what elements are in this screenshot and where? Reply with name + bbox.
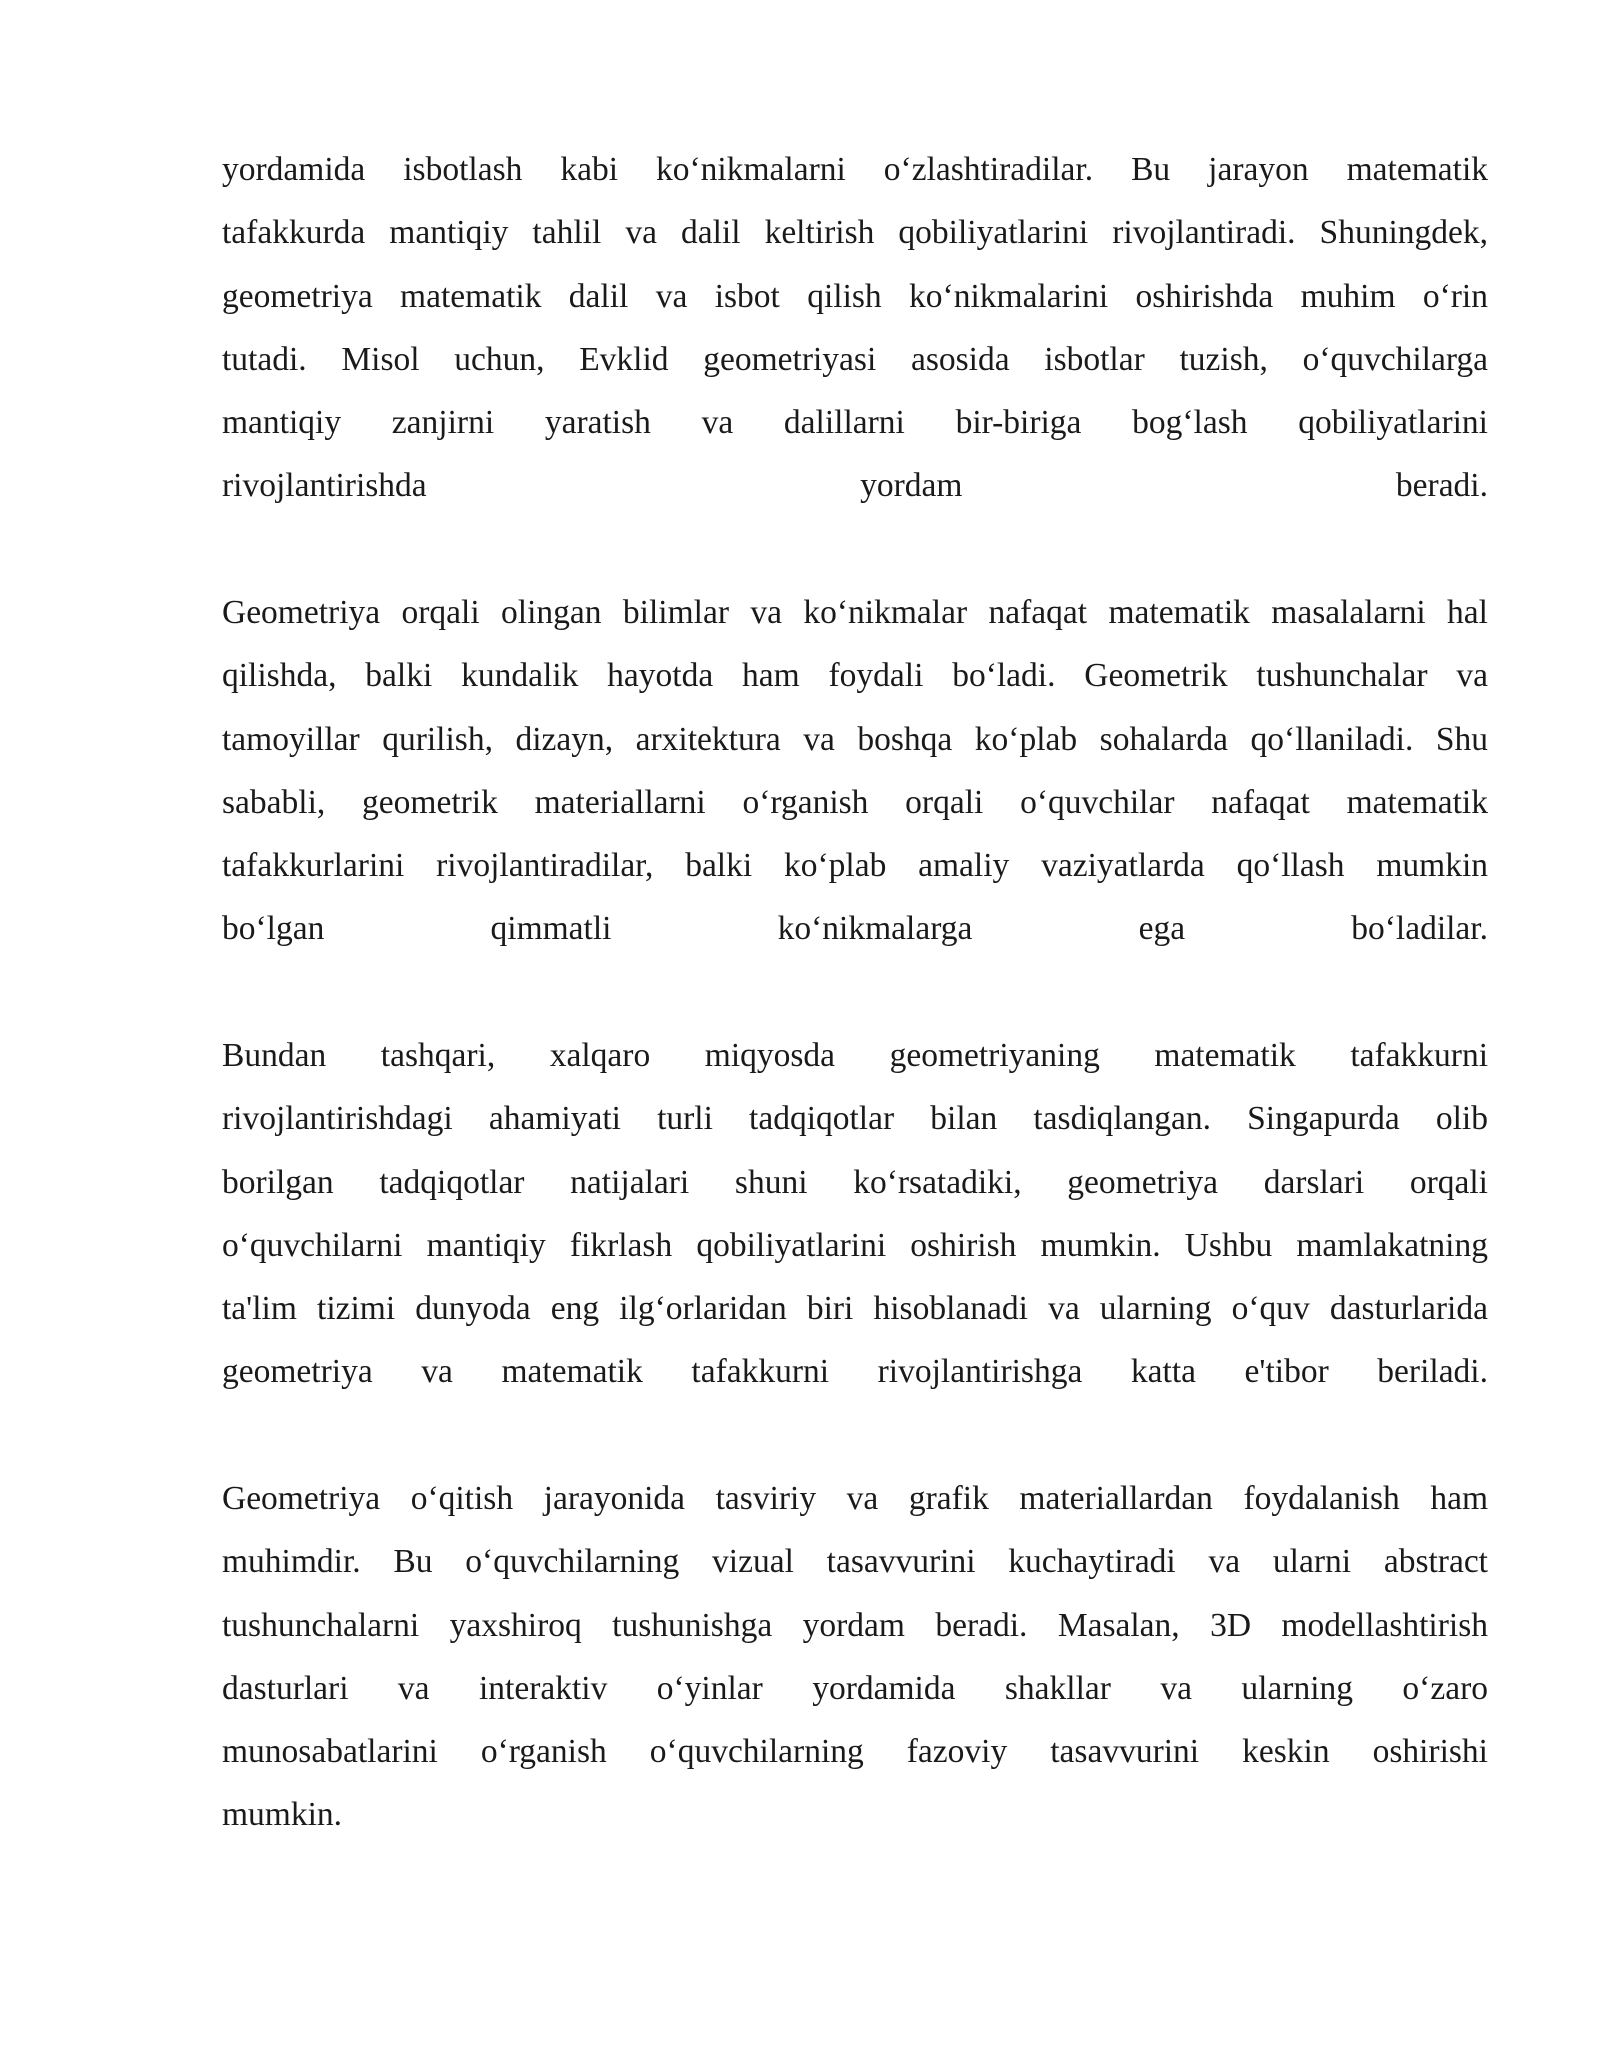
text-line: tutadi. Misol uchun, Evklid geometriyasi asosida isbotlar tuzish, o‘quvchilarga [222, 340, 1488, 378]
text-line: tafakkurda mantiqiy tahlil va dalil keltirish qobiliyatlarini rivojlantiradi. Shuningdek, [222, 214, 1488, 252]
text-line: muhimdir. Bu o‘quvchilarning vizual tasavvurini kuchaytiradi va ularni abstract [222, 1543, 1488, 1581]
text-line: geometriya matematik dalil va isbot qilish ko‘nikmalarini oshirishda muhim o‘rin [222, 277, 1488, 315]
text-line: yordamida isbotlash kabi ko‘nikmalarni o‘zlashtiradilar. Bu jarayon matematik [222, 151, 1488, 188]
text-line: Geometriya o‘qitish jarayonida tasviriy va grafik materiallardan foydalanish ham [222, 1480, 1488, 1517]
text-line: rivojlantirishda yordam beradi. [222, 467, 1488, 505]
text-line: bo‘lgan qimmatli ko‘nikmalarga ega bo‘ladilar. [222, 910, 1488, 948]
text-line: tafakkurlarini rivojlantiradilar, balki ko‘plab amaliy vaziyatlarda qo‘llash mumkin [222, 847, 1488, 885]
text-line: qilishda, balki kundalik hayotda ham foydali bo‘ladi. Geometrik tushunchalar va [222, 657, 1488, 695]
text-line: Geometriya orqali olingan bilimlar va ko‘nikmalar nafaqat matematik masalalarni hal [222, 594, 1488, 631]
text-line: geometriya va matematik tafakkurni rivojlantirishga katta e'tibor beriladi. [222, 1353, 1488, 1391]
text-line: tushunchalarni yaxshiroq tushunishga yordam beradi. Masalan, 3D modellashtirish [222, 1606, 1488, 1644]
text-line: rivojlantirishdagi ahamiyati turli tadqiqotlar bilan tasdiqlangan. Singapurda olib [222, 1100, 1488, 1138]
text-line: o‘quvchilarni mantiqiy fikrlash qobiliyatlarini oshirish mumkin. Ushbu mamlakatning [222, 1226, 1488, 1264]
text-line: dasturlari va interaktiv o‘yinlar yordamida shakllar va ularning o‘zaro [222, 1669, 1488, 1707]
text-line: sababli, geometrik materiallarni o‘rganish orqali o‘quvchilar nafaqat matematik [222, 783, 1488, 821]
text-line: munosabatlarini o‘rganish o‘quvchilarning fazoviy tasavvurini keskin oshirishi [222, 1733, 1488, 1771]
text-line: borilgan tadqiqotlar natijalari shuni ko‘rsatadiki, geometriya darslari orqali [222, 1163, 1488, 1201]
text-line: mantiqiy zanjirni yaratish va dalillarni bir-biriga bog‘lash qobiliyatlarini [222, 404, 1488, 442]
paragraph-3 [222, 1024, 1488, 1404]
paragraph-4 [222, 1467, 1488, 1847]
text-line: tamoyillar qurilish, dizayn, arxitektura va boshqa ko‘plab sohalarda qo‘llaniladi. Shu [222, 720, 1488, 758]
text-line: mumkin. [222, 1796, 343, 1834]
paragraph-2 [222, 581, 1488, 961]
text-line: Bundan tashqari, xalqaro miqyosda geometriyaning matematik tafakkurni [222, 1037, 1488, 1074]
text-line: ta'lim tizimi dunyoda eng ilg‘orlaridan biri hisoblanadi va ularning o‘quv dasturlarida [222, 1290, 1488, 1328]
paragraph-1 [222, 138, 1488, 518]
